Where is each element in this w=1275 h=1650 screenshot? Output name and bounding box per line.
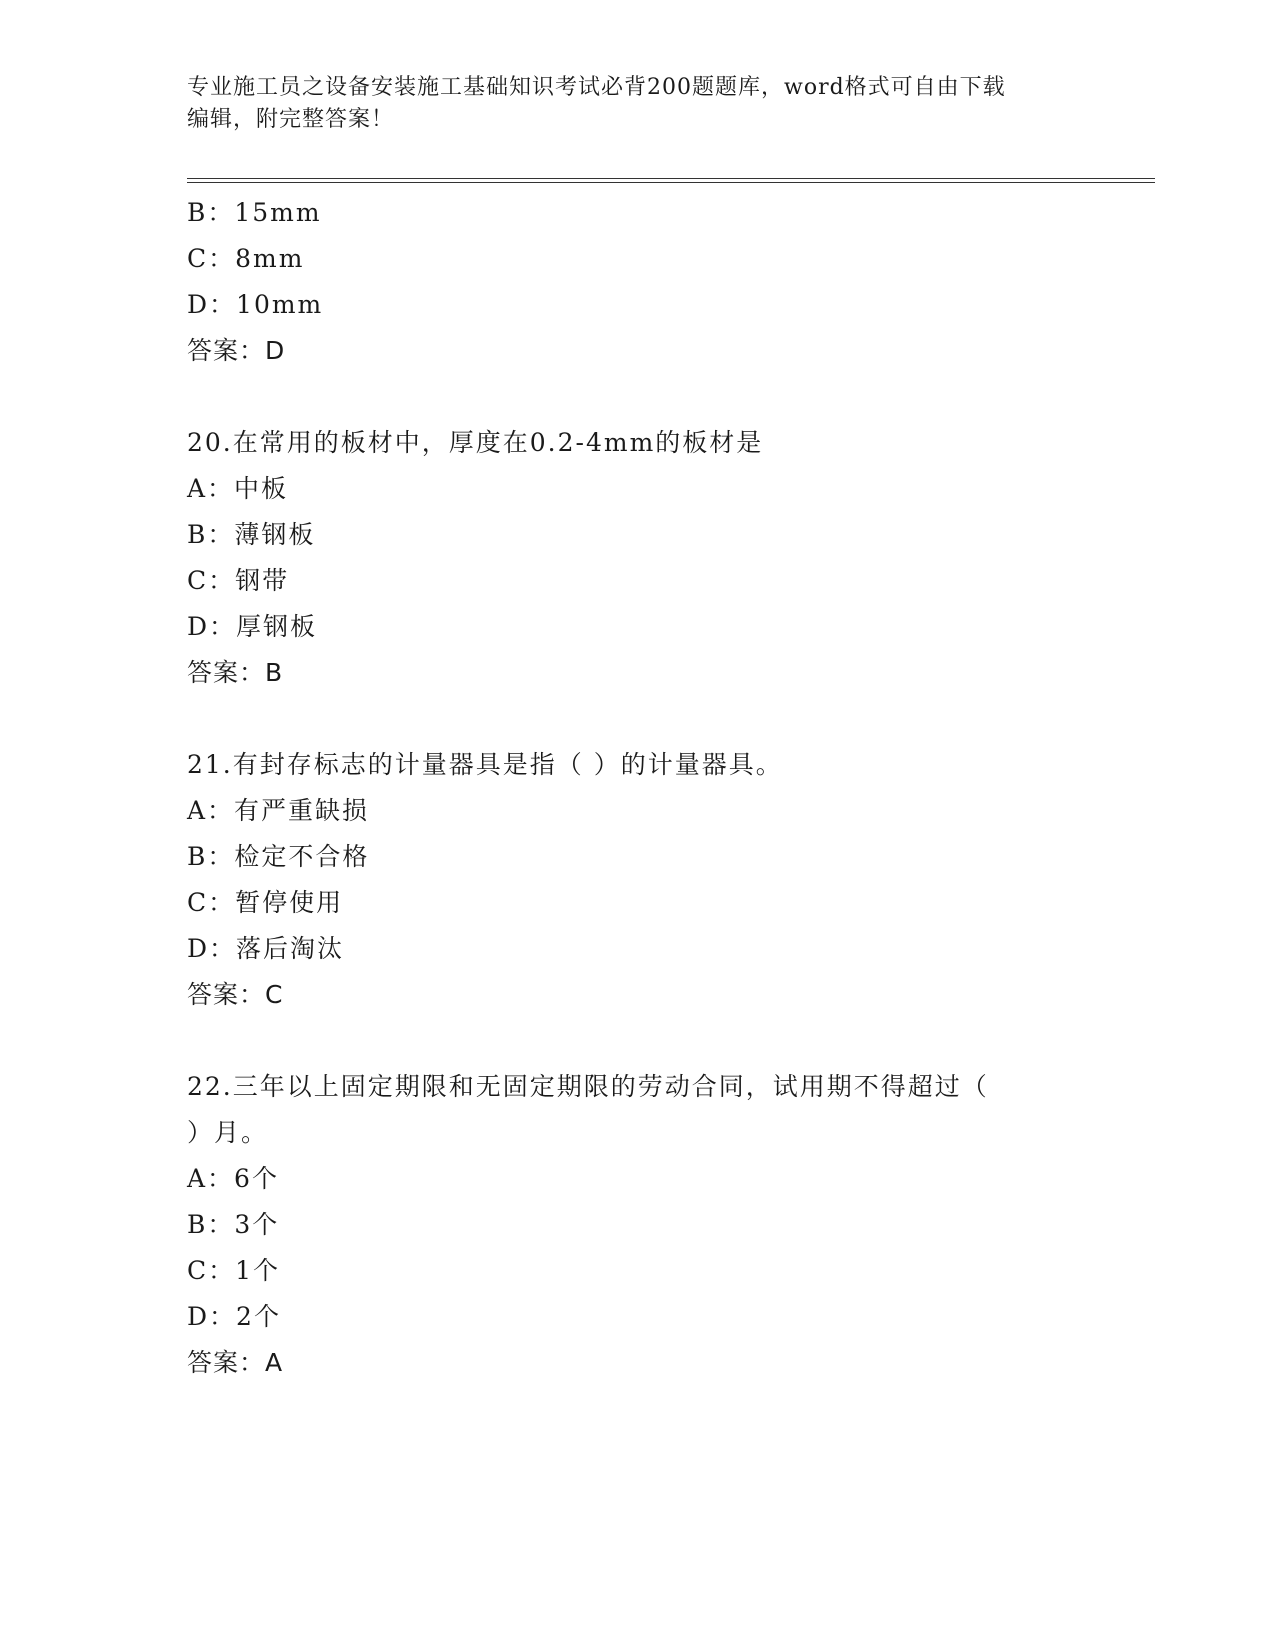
question-list bbox=[187, 190, 1087, 1386]
q21-answer: 答案：C bbox=[187, 980, 284, 1009]
q21-option-c: C：暂停使用 bbox=[187, 888, 344, 917]
q20-question: 20.在常用的板材中，厚度在0.2-4mm的板材是 bbox=[187, 428, 764, 457]
q22-option-c: C：1个 bbox=[187, 1256, 281, 1285]
q20-option-a: A：中板 bbox=[187, 474, 289, 503]
q21-option-d: D：落后淘汰 bbox=[187, 934, 345, 963]
question-21 bbox=[187, 742, 1087, 1018]
q22-option-a: A：6个 bbox=[187, 1164, 279, 1193]
q19-answer: 答案：D bbox=[187, 336, 286, 365]
q20-answer: 答案：B bbox=[187, 658, 284, 687]
header-title-line-1: 专业施工员之设备安装施工基础知识考试必背200题题库，word格式可自由下载 bbox=[187, 75, 1006, 100]
q19-option-c: C：8mm bbox=[187, 244, 305, 273]
q21-option-a: A：有严重缺损 bbox=[187, 796, 370, 825]
q20-option-c: C：钢带 bbox=[187, 566, 290, 595]
q20-option-b: B：薄钢板 bbox=[187, 520, 316, 549]
q21-option-b: B：检定不合格 bbox=[187, 842, 370, 871]
document-header bbox=[187, 72, 1067, 136]
spacer bbox=[187, 374, 1087, 420]
q19-option-d: D：10mm bbox=[187, 290, 324, 319]
q22-question-line-2: ）月。 bbox=[187, 1118, 269, 1147]
spacer bbox=[187, 1018, 1087, 1064]
q22-option-b: B：3个 bbox=[187, 1210, 280, 1239]
question-20 bbox=[187, 420, 1087, 696]
q20-option-d: D：厚钢板 bbox=[187, 612, 318, 641]
q21-question: 21.有封存标志的计量器具是指（ ）的计量器具。 bbox=[187, 750, 783, 779]
header-title-line-2: 编辑，附完整答案！ bbox=[187, 107, 395, 132]
q19-option-b: B：15mm bbox=[187, 198, 322, 227]
q22-option-d: D：2个 bbox=[187, 1302, 281, 1331]
q22-answer: 答案：A bbox=[187, 1348, 284, 1377]
header-rule-top bbox=[187, 178, 1155, 179]
spacer bbox=[187, 696, 1087, 742]
q22-question-line-1: 22.三年以上固定期限和无固定期限的劳动合同，试用期不得超过（ bbox=[187, 1072, 989, 1101]
header-rule-bottom bbox=[187, 182, 1155, 183]
question-19 bbox=[187, 190, 1087, 374]
question-22 bbox=[187, 1064, 1087, 1386]
